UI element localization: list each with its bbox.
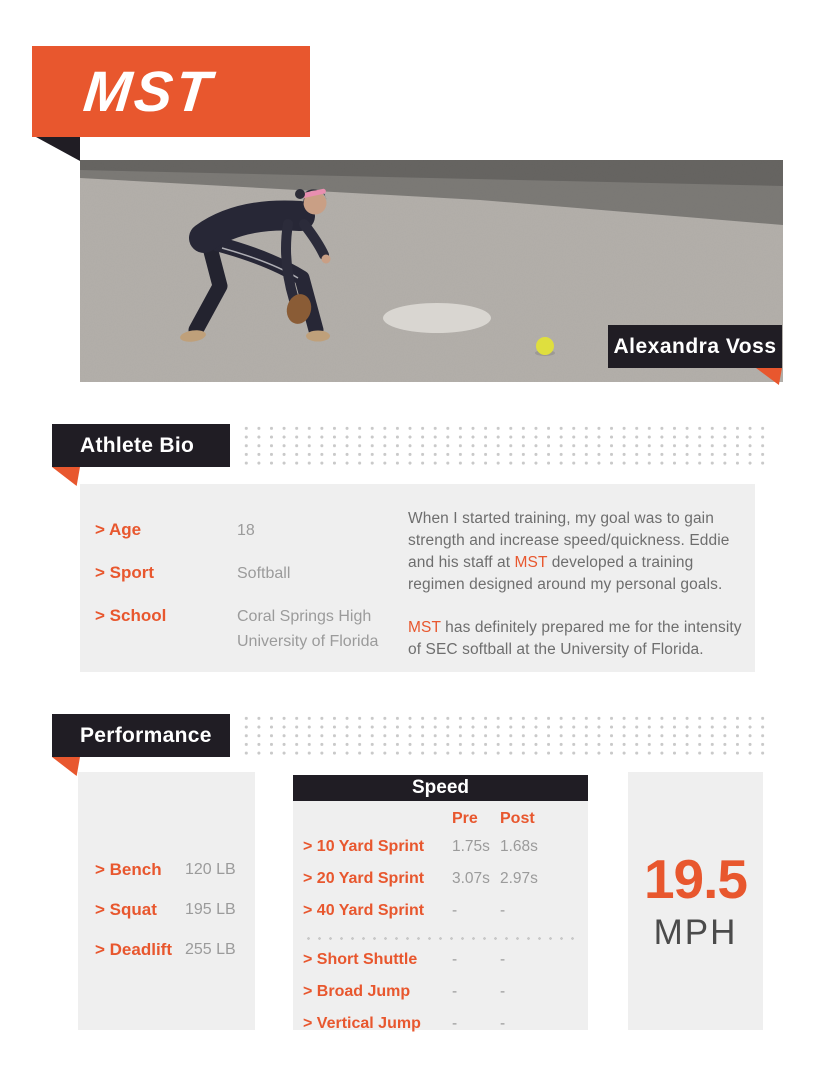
speed-table-panel	[293, 801, 588, 1030]
bio-field-value-line: 18	[237, 522, 255, 539]
speed-row-label: > 20 Yard Sprint	[303, 870, 425, 887]
speed-col-pre: Pre	[452, 810, 478, 827]
top-speed-unit: MPH	[653, 913, 738, 952]
speed-pre-value: -	[452, 902, 458, 919]
brand-highlight: MST	[408, 619, 441, 636]
bio-field-row	[95, 520, 378, 543]
bio-field-value	[237, 604, 378, 654]
mst-logo	[32, 46, 310, 137]
mst-logo-text: MST	[80, 59, 217, 124]
speed-pre-value: -	[452, 1015, 458, 1032]
testimonial-paragraph	[408, 617, 744, 661]
bio-field-value	[237, 518, 378, 543]
testimonial-segment: When I started training, my goal was to gain strength and increase speed/quickness. Eddie and his staff at	[408, 510, 730, 571]
speed-row-label: > Vertical Jump	[303, 1015, 421, 1032]
testimonial-text	[408, 508, 744, 682]
speed-post-value: 2.97s	[500, 870, 538, 887]
speed-pre-value: -	[452, 951, 458, 968]
strength-value: 255 LB	[185, 941, 236, 958]
bio-field-value	[237, 561, 378, 586]
bio-field-row	[95, 606, 378, 654]
athlete-name: Alexandra Voss	[613, 334, 777, 358]
speed-row-label: > 10 Yard Sprint	[303, 838, 425, 855]
speed-post-value: -	[500, 1015, 506, 1032]
speed-table-row	[303, 901, 588, 920]
bio-field-value-line: Coral Springs High	[237, 608, 372, 625]
athlete-name-plate	[608, 325, 782, 368]
bio-panel	[80, 484, 755, 672]
strength-label: > Deadlift	[95, 940, 172, 959]
strength-row	[95, 860, 255, 879]
performance-header-fold-triangle	[52, 757, 80, 776]
testimonial-segment: developed a training regimen designed around my personal goals.	[408, 554, 723, 593]
speed-table-row	[303, 837, 588, 856]
speed-pre-value: -	[452, 983, 458, 1000]
performance-section-header	[52, 714, 230, 757]
testimonial-segment: has definitely prepared me for the intensity of SEC softball at the University of Florida.	[408, 619, 742, 658]
bio-section-header	[52, 424, 230, 467]
speed-post-value: 1.68s	[500, 838, 538, 855]
speed-table-row	[303, 982, 588, 1001]
speed-row-list	[303, 837, 588, 1033]
speed-row-label: > Broad Jump	[303, 983, 411, 1000]
speed-row-label: > 40 Yard Sprint	[303, 902, 425, 919]
bio-field-label: > School	[95, 606, 167, 625]
bio-field-value-line: Softball	[237, 565, 291, 582]
speed-pre-value: 1.75s	[452, 838, 490, 855]
speed-row-label: > Short Shuttle	[303, 951, 418, 968]
performance-dots-pattern	[240, 714, 766, 758]
bio-field-label: > Age	[95, 520, 142, 539]
speed-post-value: -	[500, 902, 506, 919]
bio-field-row	[95, 563, 378, 586]
performance-section-title: Performance	[80, 723, 212, 747]
brand-highlight: MST	[514, 554, 548, 571]
strength-row	[95, 940, 255, 959]
softball	[536, 337, 554, 355]
speed-column-headers	[303, 801, 588, 828]
speed-table-row	[303, 1014, 588, 1033]
strength-value: 120 LB	[185, 861, 236, 878]
strength-row	[95, 900, 255, 919]
strength-label: > Squat	[95, 900, 157, 919]
logo-fold-triangle	[36, 137, 80, 161]
top-speed-value: 19.5	[643, 848, 748, 910]
speed-pre-value: 3.07s	[452, 870, 490, 887]
speed-table-row	[303, 869, 588, 888]
speed-table-row	[303, 950, 588, 969]
speed-table-title: Speed	[411, 777, 470, 798]
bio-dots-pattern	[240, 424, 766, 468]
strength-stats-panel	[78, 772, 255, 1030]
strength-label: > Bench	[95, 860, 162, 879]
bio-field-value-line: University of Florida	[237, 633, 379, 650]
speed-col-post: Post	[500, 810, 535, 827]
bio-field-list	[95, 520, 378, 674]
bio-header-fold-triangle	[52, 467, 80, 486]
speed-post-value: -	[500, 983, 506, 1000]
strength-value: 195 LB	[185, 901, 236, 918]
bio-section-title: Athlete Bio	[80, 433, 195, 457]
testimonial-paragraph	[408, 508, 744, 596]
bio-field-label: > Sport	[95, 563, 155, 582]
speed-post-value: -	[500, 951, 506, 968]
speed-table-divider	[303, 936, 578, 941]
base-plate	[383, 303, 491, 333]
top-speed-panel	[628, 772, 763, 1030]
speed-table-header	[293, 775, 588, 801]
